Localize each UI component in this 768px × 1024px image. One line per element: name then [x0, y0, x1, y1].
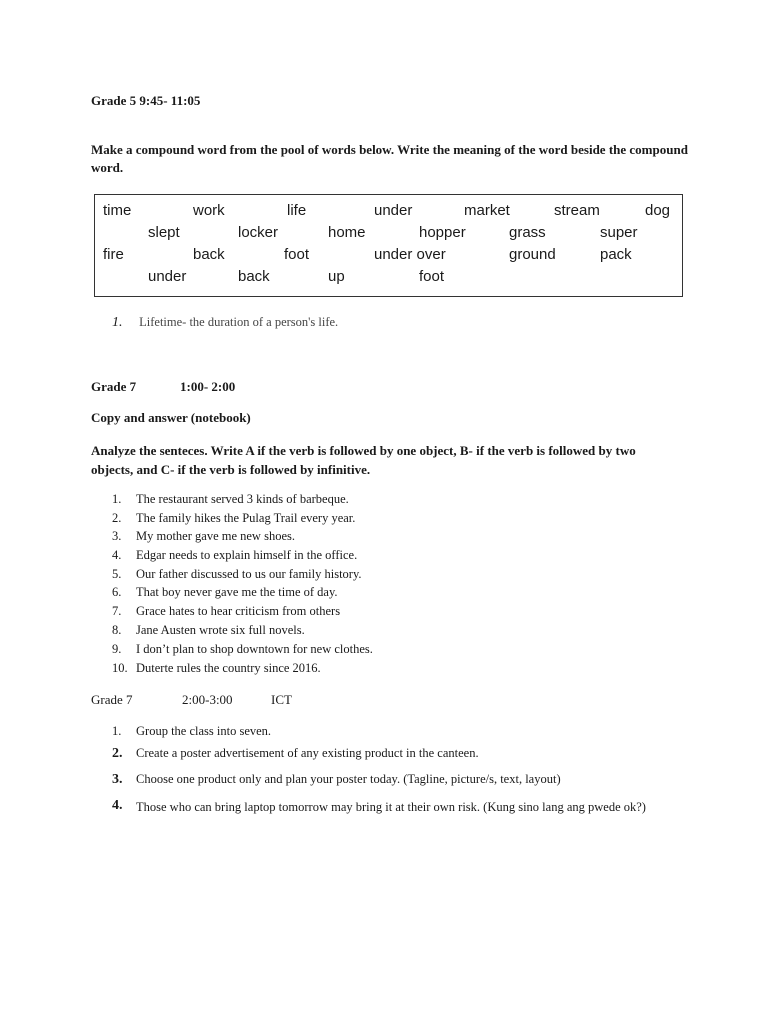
- pool-word: work: [193, 202, 225, 219]
- item-number: 10.: [112, 661, 128, 675]
- pool-word: home: [328, 224, 366, 241]
- example-item: [112, 315, 338, 331]
- pool-word: up: [328, 268, 345, 285]
- pool-word: under: [374, 202, 413, 219]
- item-number: 2.: [112, 746, 123, 761]
- grade7a-subheading: Copy and answer (notebook): [91, 410, 251, 425]
- item-text: I don’t plan to shop downtown for new clothes.: [136, 642, 373, 656]
- item-number: 4.: [112, 798, 123, 813]
- pool-word: under over: [374, 246, 446, 263]
- item-number: 3.: [112, 772, 123, 787]
- example-text: Lifetime- the duration of a person's life.: [139, 315, 339, 329]
- pool-word: foot: [419, 268, 445, 285]
- pool-word: locker: [238, 224, 279, 241]
- pool-word: dog: [645, 202, 671, 219]
- pool-word: hopper: [419, 224, 466, 241]
- word-pool-box: [94, 194, 683, 297]
- item-number: 2.: [112, 511, 122, 525]
- pool-word: slept: [148, 224, 180, 241]
- pool-word: grass: [509, 224, 546, 241]
- pool-word: life: [287, 202, 307, 219]
- list-item: [112, 529, 295, 544]
- grade5-heading: Grade 5 9:45- 11:05: [91, 93, 201, 108]
- item-text: Our father discussed to us our family history.: [136, 567, 362, 581]
- item-text: Create a poster advertisement of any existing product in the canteen.: [136, 746, 479, 760]
- list-item: [112, 567, 362, 582]
- pool-word: ground: [509, 246, 556, 263]
- pool-word: back: [238, 268, 270, 285]
- grade5-instruction: Make a compound word from the pool of words below. Write the meaning of the word beside the compound word.: [91, 142, 688, 175]
- grade7a-grade: Grade 7: [91, 379, 137, 394]
- item-text: Duterte rules the country since 2016.: [136, 661, 321, 675]
- pool-word: time: [103, 202, 132, 219]
- pool-word: pack: [600, 246, 632, 263]
- pool-word: fire: [103, 246, 124, 263]
- grade7a-instruction: Analyze the senteces. Write A if the verb is followed by one object, B- if the verb is followed by two objects, and C- if the verb is followed by infinitive.: [91, 443, 636, 477]
- item-text: My mother gave me new shoes.: [136, 529, 295, 543]
- list-item: [112, 642, 373, 657]
- list-item: [112, 548, 357, 563]
- item-text: Those who can bring laptop tomorrow may bring it at their own risk. (Kung sino lang ang pwede ok?): [136, 800, 646, 814]
- list-item: [112, 623, 305, 638]
- item-number: 4.: [112, 548, 122, 562]
- list-item: [112, 511, 355, 526]
- list-item: [112, 724, 271, 739]
- item-text: Grace hates to hear criticism from others: [136, 604, 341, 618]
- list-item: [112, 772, 561, 788]
- list-item: [112, 661, 321, 676]
- item-number: 7.: [112, 604, 122, 618]
- item-number: 5.: [112, 567, 122, 581]
- pool-word: market: [464, 202, 510, 219]
- pool-word: back: [193, 246, 225, 263]
- item-number: 3.: [112, 529, 122, 543]
- item-number: 1.: [112, 492, 122, 506]
- list-item: [112, 585, 338, 600]
- item-text: The restaurant served 3 kinds of barbeque.: [136, 492, 349, 506]
- list-item: [112, 492, 349, 507]
- item-number: 8.: [112, 623, 122, 637]
- item-text: Jane Austen wrote six full novels.: [136, 623, 305, 637]
- item-number: 6.: [112, 585, 122, 599]
- pool-word: super: [600, 224, 638, 241]
- pool-word: foot: [284, 246, 310, 263]
- pool-word: stream: [554, 202, 600, 219]
- example-number: 1.: [112, 315, 123, 330]
- list-item: [112, 746, 479, 762]
- item-text: That boy never gave me the time of day.: [136, 585, 338, 599]
- item-text: Group the class into seven.: [136, 724, 272, 738]
- pool-word: under: [148, 268, 187, 285]
- list-item: [112, 798, 696, 817]
- item-text: Choose one product only and plan your poster today. (Tagline, picture/s, text, layout): [136, 772, 561, 786]
- grade7b-grade: Grade 7: [91, 692, 133, 707]
- grade7b-subject: ICT: [271, 692, 292, 707]
- item-text: Edgar needs to explain himself in the office.: [136, 548, 358, 562]
- item-number: 1.: [112, 724, 122, 738]
- item-number: 9.: [112, 642, 122, 656]
- grade7b-time: 2:00-3:00: [182, 692, 233, 707]
- item-text: The family hikes the Pulag Trail every year.: [136, 511, 356, 525]
- list-item: [112, 604, 340, 619]
- grade7a-time: 1:00- 2:00: [180, 379, 236, 394]
